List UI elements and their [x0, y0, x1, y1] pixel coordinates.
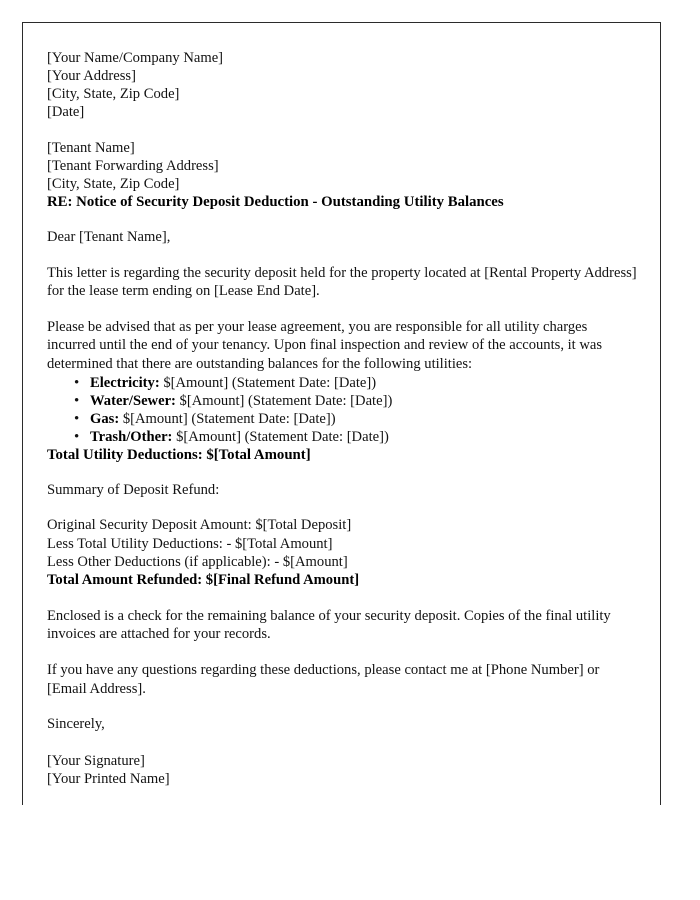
summary-row-total-refunded: Total Amount Refunded: $[Final Refund Amount] — [47, 572, 360, 589]
recipient-line: [City, State, Zip Code] — [47, 176, 180, 192]
utility-detail: $[Amount] (Statement Date: [Date]) — [159, 374, 377, 391]
salutation: Dear [Tenant Name], — [47, 229, 171, 245]
summary-row: Original Security Deposit Amount: $[Total Deposit] — [47, 517, 352, 534]
utility-balances-list — [47, 374, 639, 446]
closing: Sincerely, — [47, 716, 105, 733]
body-paragraph-4: If you have any questions regarding these deductions, please contact me at [Phone Number] or [Email Address]. — [47, 661, 600, 697]
list-item — [74, 428, 639, 446]
recipient-line: [Tenant Name] — [47, 140, 135, 156]
sender-line: [Date] — [47, 104, 85, 120]
list-item — [74, 392, 639, 410]
spacer — [47, 121, 639, 139]
utility-label: Trash/Other: — [90, 428, 173, 445]
body-paragraph-1: This letter is regarding the security deposit held for the property located at [Rental Property Address] for the lease term ending on [Lease End Date]. — [47, 264, 637, 300]
recipient-line: [Tenant Forwarding Address] — [47, 158, 219, 174]
utility-label: Water/Sewer: — [90, 392, 176, 409]
body-paragraph-2: Please be advised that as per your lease agreement, you are responsible for all utility charges incurred until the end of your tenancy. Upon final inspection and review of the accounts, it was determined that there are outstanding balances for the following utilities: — [47, 318, 603, 372]
sender-line: [City, State, Zip Code] — [47, 86, 180, 102]
sender-address-block — [47, 49, 639, 121]
body-paragraph-3: Enclosed is a check for the remaining balance of your security deposit. Copies of the final utility invoices are attached for your records. — [47, 607, 611, 643]
subject-line: RE: Notice of Security Deposit Deduction - Outstanding Utility Balances — [47, 194, 504, 210]
utility-detail: $[Amount] (Statement Date: [Date]) — [175, 392, 393, 409]
document-page — [22, 22, 661, 805]
list-item — [74, 410, 639, 428]
utility-label: Gas: — [90, 410, 120, 427]
spacer — [47, 734, 639, 752]
list-item — [74, 374, 639, 392]
sender-line: [Your Address] — [47, 68, 136, 84]
printed-name-placeholder: [Your Printed Name] — [47, 770, 170, 787]
utility-detail: $[Amount] (Statement Date: [Date]) — [119, 410, 336, 427]
sender-line: [Your Name/Company Name] — [47, 50, 224, 66]
utility-label: Electricity: — [90, 374, 160, 391]
utility-detail: $[Amount] (Statement Date: [Date]) — [172, 428, 389, 445]
signature-placeholder: [Your Signature] — [47, 752, 145, 769]
letter-content — [47, 49, 639, 787]
summary-row: Less Total Utility Deductions: - $[Total Amount] — [47, 535, 333, 552]
total-utility-deductions: Total Utility Deductions: $[Total Amount] — [47, 446, 311, 463]
summary-row: Less Other Deductions (if applicable): - $[Amount] — [47, 553, 348, 570]
recipient-address-block — [47, 139, 639, 193]
summary-heading: Summary of Deposit Refund: — [47, 481, 220, 498]
deposit-summary-block — [47, 516, 639, 590]
